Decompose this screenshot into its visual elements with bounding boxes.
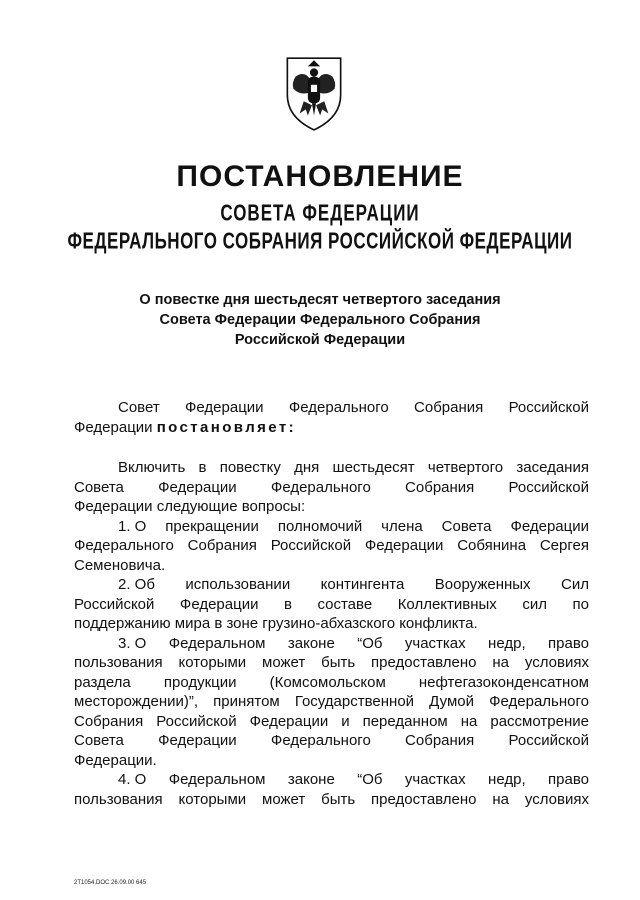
issuer-line-2: ФЕДЕРАЛЬНОГО СОБРАНИЯ РОССИЙСКОЙ ФЕДЕРАЦИИ xyxy=(67,228,573,254)
preamble-line: Федерации постановляет: xyxy=(74,418,296,436)
subject-line: Российской Федерации xyxy=(234,332,406,348)
item-3-line: пользования которыми может быть предоставлено на условиях xyxy=(74,654,589,671)
item-4-line: 4. О Федеральном законе “Об участках недр, право xyxy=(118,771,589,788)
item-2-line: поддержанию мира в зоне грузино-абхазского конфликта. xyxy=(74,615,478,632)
item-1-line: 1. О прекращении полномочий члена Совета Федерации xyxy=(118,517,589,535)
file-reference-footer: 2Т1054.DOC 26.09.00 645 xyxy=(74,880,147,886)
item-3-line: раздела продукции (Комсомольском нефтегазоконденсатном xyxy=(74,673,589,691)
item-3-line: месторождении)”, принятом Государственной Думой Федерального xyxy=(74,693,589,710)
item-3-line: Совета Федерации Федерального Собрания Российской xyxy=(74,732,589,749)
document-body xyxy=(74,398,589,809)
subject-line: Совета Федерации Федерального Собрания xyxy=(159,312,481,328)
intro-line: Совета Федерации Федерального Собрания Российской xyxy=(74,478,589,496)
item-1-line: Федерального Собрания Российской Федерации Собянина Сергея xyxy=(74,537,589,554)
document-title: ПОСТАНОВЛЕНИЕ xyxy=(176,160,464,193)
resolves-word: постановляет: xyxy=(156,418,296,436)
issuer-line-1: СОВЕТА ФЕДЕРАЦИИ xyxy=(220,200,420,226)
intro-line: Включить в повестку дня шестьдесят четвертого заседания xyxy=(118,459,589,476)
item-3-line: Федерации. xyxy=(74,751,157,769)
item-3-line: 3. О Федеральном законе “Об участках недр, право xyxy=(118,634,589,652)
intro-line: Федерации следующие вопросы: xyxy=(74,498,306,515)
item-3-line: Собрания Российской Федерации и переданном на рассмотрение xyxy=(74,712,589,730)
item-2-line: Российской Федерации в составе Коллективных сил по xyxy=(74,595,589,613)
item-2-line: 2. Об использовании контингента Вооруженных Сил xyxy=(118,576,589,593)
preamble-line: Совет Федерации Федерального Собрания Российской xyxy=(118,399,589,416)
coat-of-arms-emblem xyxy=(273,52,355,134)
document-subject xyxy=(0,290,640,350)
item-4-line: пользования которыми может быть предоставлено на условиях xyxy=(74,790,589,808)
item-1-line: Семеновича. xyxy=(74,556,166,574)
subject-line: О повестке дня шестьдесят четвертого заседания xyxy=(139,292,501,308)
